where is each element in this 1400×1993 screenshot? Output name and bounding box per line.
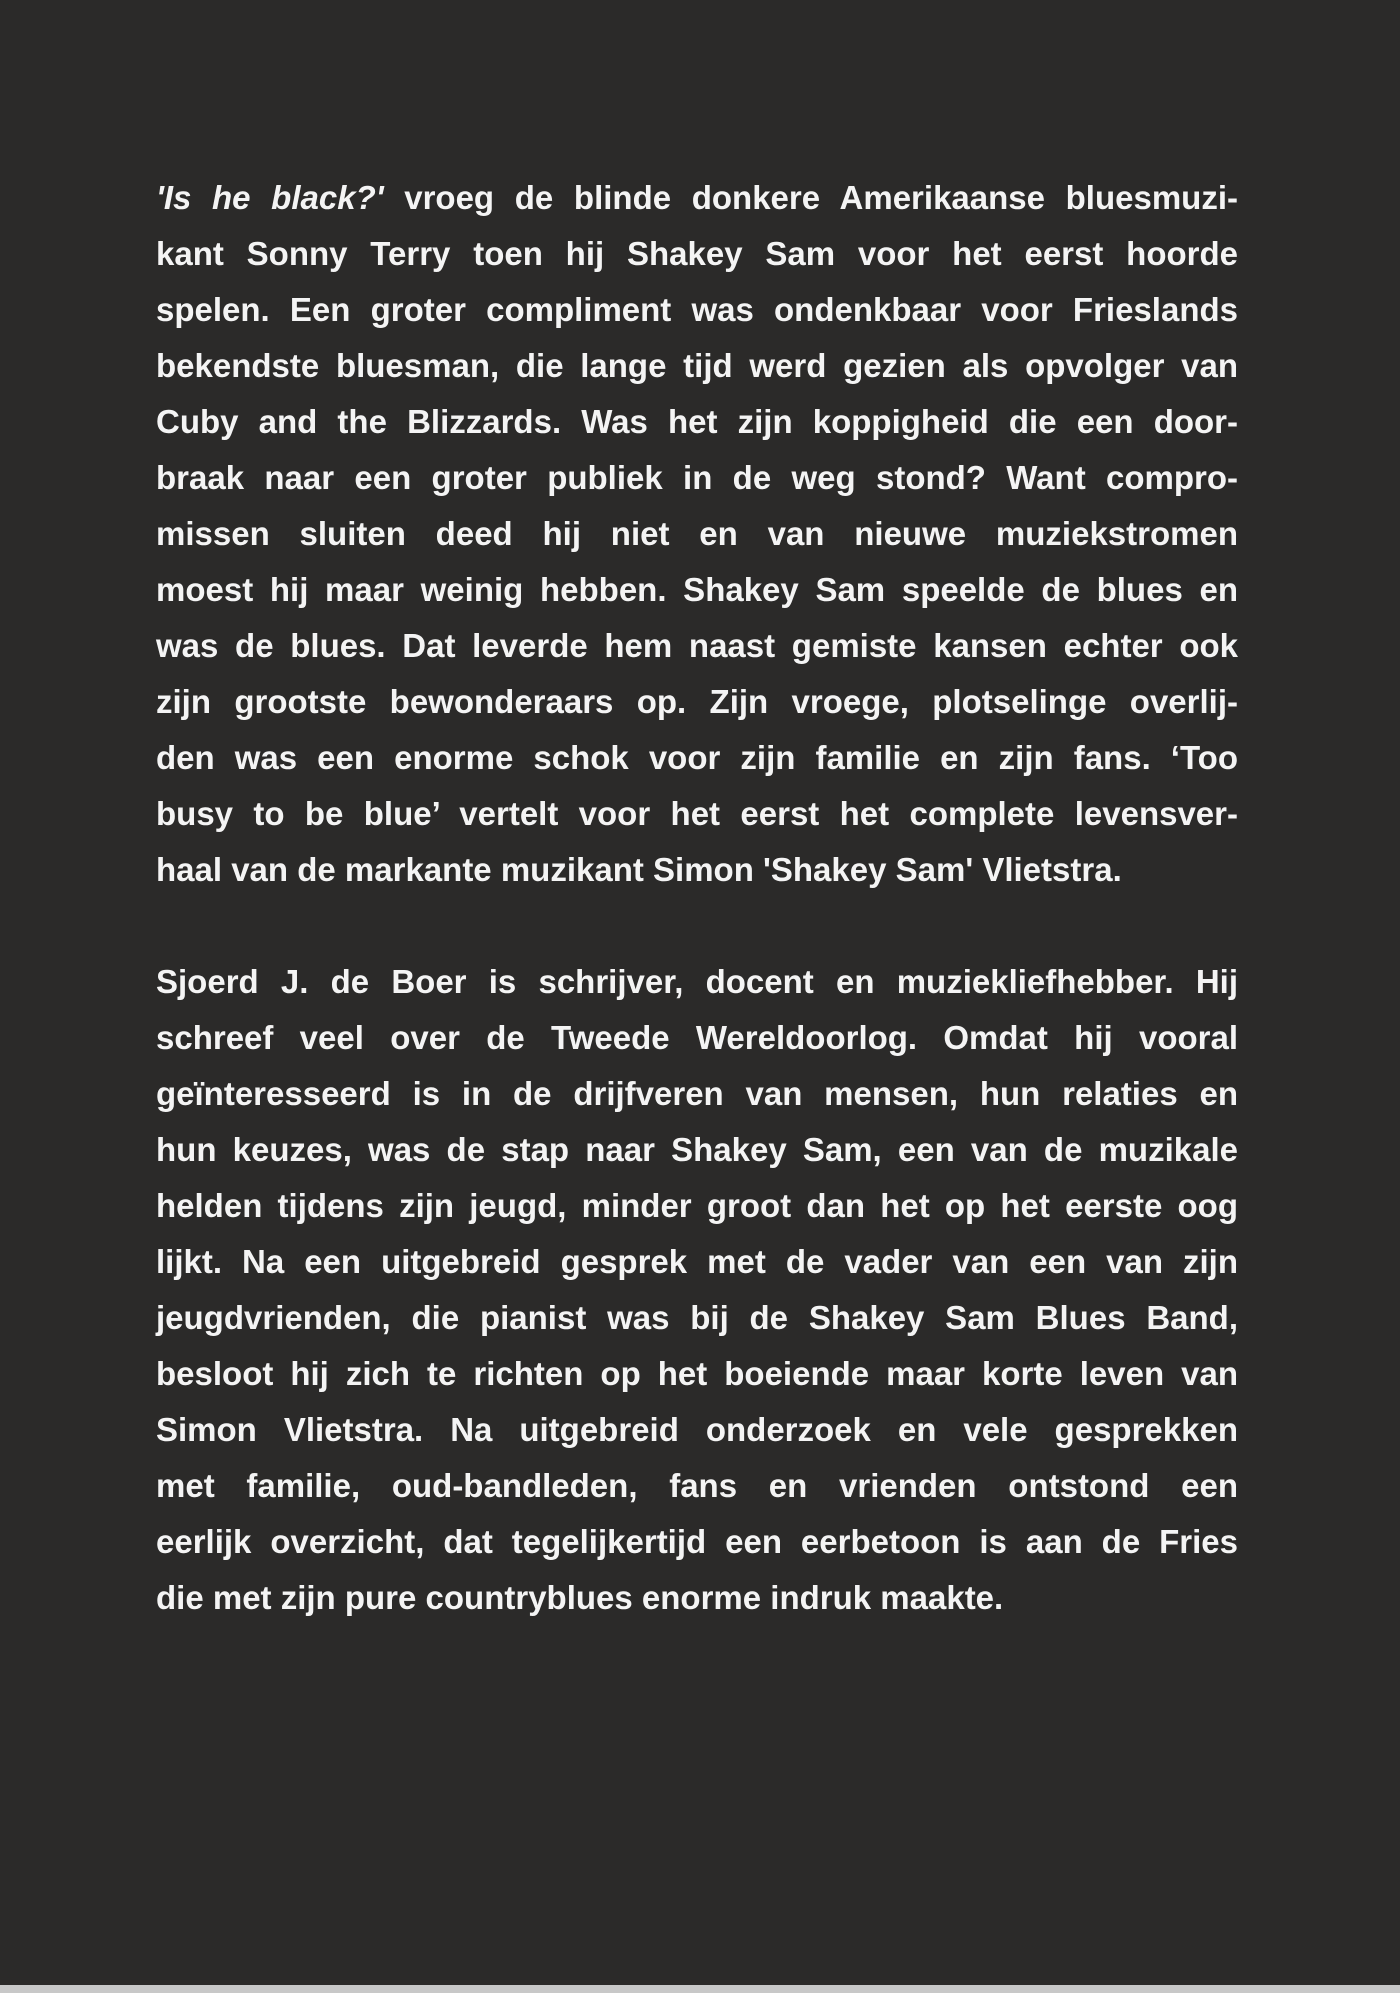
blurb-line: moest hij maar weinig hebben. Shakey Sam speelde de blues en — [156, 571, 1238, 608]
bio-line: geïnteresseerd is in de drijfveren van mensen, hun relaties en — [156, 1075, 1238, 1112]
blurb-line: bekendste bluesman, die lange tijd werd gezien als opvolger van — [156, 347, 1238, 384]
blurb-line: braak naar een groter publiek in de weg stond? Want compro- — [156, 459, 1238, 496]
blurb-line: haal van de markante muzikant Simon 'Shakey Sam' Vlietstra. — [156, 851, 1122, 888]
author-bio — [156, 954, 1238, 1626]
blurb-line: missen sluiten deed hij niet en van nieuwe muziekstromen — [156, 515, 1238, 552]
bio-line: die met zijn pure countryblues enorme indruk maakte. — [156, 1579, 1004, 1616]
bio-line: hun keuzes, was de stap naar Shakey Sam, een van de muzikale — [156, 1131, 1238, 1168]
blurb-line: zijn grootste bewonderaars op. Zijn vroege, plotselinge overlij- — [156, 683, 1238, 720]
blurb-line: Cuby and the Blizzards. Was het zijn koppigheid die een door- — [156, 403, 1238, 440]
lead-quote: 'Is he black?' — [156, 179, 384, 216]
bio-line: schreef veel over de Tweede Wereldoorlog. Omdat hij vooral — [156, 1019, 1238, 1056]
bio-line: met familie, oud-bandleden, fans en vrienden ontstond een — [156, 1467, 1238, 1504]
bio-line: besloot hij zich te richten op het boeiende maar korte leven van — [156, 1355, 1238, 1392]
blurb-line: busy to be blue’ vertelt voor het eerst het complete levensver- — [156, 795, 1238, 832]
blurb-line: kant Sonny Terry toen hij Shakey Sam voor het eerst hoorde — [156, 235, 1238, 272]
bio-line: Sjoerd J. de Boer is schrijver, docent en muziekliefhebber. Hij — [156, 963, 1238, 1000]
blurb-line: spelen. Een groter compliment was ondenkbaar voor Frieslands — [156, 291, 1238, 328]
bio-line: Simon Vlietstra. Na uitgebreid onderzoek en vele gesprekken — [156, 1411, 1238, 1448]
blurb-line: was de blues. Dat leverde hem naast gemiste kansen echter ook — [156, 627, 1238, 664]
blurb-line: den was een enorme schok voor zijn familie en zijn fans. ‘Too — [156, 739, 1238, 776]
blurb-line-text: vroeg de blinde donkere Amerikaanse bluesmuzi- — [383, 179, 1238, 216]
book-blurb — [156, 170, 1238, 898]
bio-line: eerlijk overzicht, dat tegelijkertijd een eerbetoon is aan de Fries — [156, 1523, 1238, 1560]
blurb-line — [156, 170, 1238, 226]
bio-line: jeugdvrienden, die pianist was bij de Shakey Sam Blues Band, — [156, 1299, 1238, 1336]
bio-line: lijkt. Na een uitgebreid gesprek met de vader van een van zijn — [156, 1243, 1238, 1280]
bio-line: helden tijdens zijn jeugd, minder groot dan het op het eerste oog — [156, 1187, 1238, 1224]
